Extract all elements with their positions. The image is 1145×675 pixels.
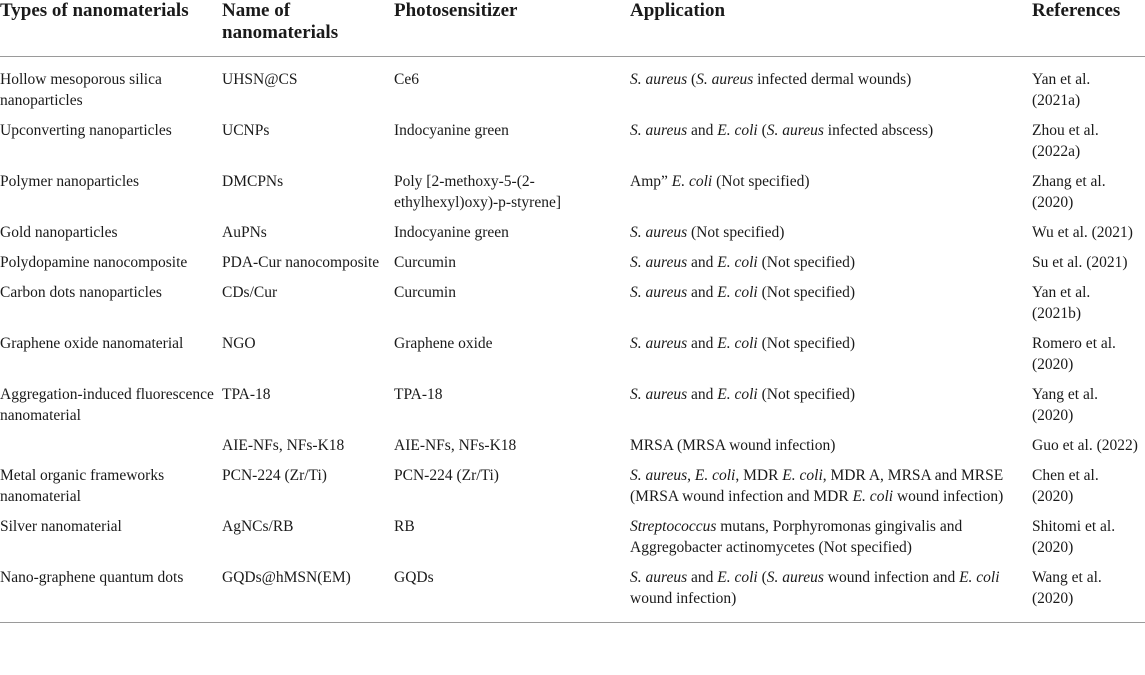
application-text: , MDR (735, 467, 783, 484)
table-row (0, 465, 1145, 516)
application-text: (Not specified) (712, 173, 810, 190)
cell-name: AuPNs (222, 224, 267, 241)
organism-name: S. aureus (630, 122, 688, 139)
organism-name: S. aureus (630, 335, 688, 352)
table-row (0, 171, 1145, 222)
cell-name: UCNPs (222, 122, 270, 139)
application-text: (Not specified) (757, 254, 856, 271)
organism-name: S. aureus (766, 569, 824, 586)
application-text: infected dermal wounds) (753, 71, 912, 88)
cell-application (630, 516, 1032, 567)
cell-photosensitizer: PCN-224 (Zr/Ti) (394, 467, 499, 484)
cell-reference: Zhou et al. (2022a) (1032, 122, 1099, 160)
organism-name: E. coli (717, 254, 758, 271)
cell-reference: Zhang et al. (2020) (1032, 173, 1106, 211)
cell-name: AgNCs/RB (222, 518, 294, 535)
cell-photosensitizer: GQDs (394, 567, 630, 623)
table-row (0, 333, 1145, 384)
cell-type: Carbon dots nanoparticles (0, 284, 162, 301)
application-text: (Not specified) (757, 284, 856, 301)
cell-name: UHSN@CS (222, 71, 298, 88)
application-text: and (687, 122, 718, 139)
organism-name: S. aureus (630, 71, 688, 88)
cell-type: Upconverting nanoparticles (0, 122, 172, 139)
table-row (0, 435, 1145, 465)
cell-type: Silver nanomaterial (0, 518, 122, 535)
header-row (0, 0, 1145, 57)
table-row (0, 567, 1145, 623)
organism-name: S. aureus (630, 254, 688, 271)
cell-reference: Guo et al. (2022) (1032, 437, 1138, 454)
organism-name: E. coli (671, 173, 713, 190)
cell-name: AIE-NFs, NFs-K18 (222, 437, 345, 454)
cell-name: TPA-18 (222, 386, 271, 403)
application-text: and (687, 386, 718, 403)
cell-application (630, 567, 1032, 623)
application-text: infected abscess) (823, 122, 934, 139)
cell-type (0, 435, 222, 465)
cell-photosensitizer: Indocyanine green (394, 224, 509, 241)
cell-photosensitizer: Indocyanine green (394, 122, 509, 139)
header-references: References (1032, 0, 1145, 57)
cell-reference: Yan et al. (2021b) (1032, 284, 1091, 322)
cell-application (630, 465, 1032, 516)
cell-type: Graphene oxide nanomaterial (0, 335, 184, 352)
header-photosensitizer: Photosensitizer (394, 0, 630, 57)
organism-name: E. coli (717, 122, 758, 139)
cell-application (630, 282, 1032, 333)
cell-photosensitizer: Curcumin (394, 254, 456, 271)
application-text: ( (757, 569, 767, 586)
application-text: mutans, Porphyromonas gingivalis and Aggregobacter actinomycetes (Not specified) (630, 518, 963, 556)
table-row (0, 384, 1145, 435)
application-text: (Not specified) (687, 224, 785, 241)
cell-type: Nano-graphene quantum dots (0, 567, 222, 623)
table-row (0, 252, 1145, 282)
cell-reference: Chen et al. (2020) (1032, 467, 1099, 505)
cell-application (630, 171, 1032, 222)
table-row (0, 516, 1145, 567)
header-application: Application (630, 0, 1032, 57)
organism-name: E. coli (717, 569, 758, 586)
cell-name: PCN-224 (Zr/Ti) (222, 467, 327, 484)
application-text: MRSA (MRSA wound infection) (630, 437, 836, 454)
table-row (0, 222, 1145, 252)
organism-name: S. aureus (766, 122, 824, 139)
organism-name: E. coli (852, 488, 894, 505)
organism-name: S. aureus (630, 569, 688, 586)
cell-application (630, 120, 1032, 171)
table-row (0, 57, 1145, 121)
cell-application (630, 57, 1032, 121)
organism-name: E. coli (717, 335, 758, 352)
cell-photosensitizer: RB (394, 518, 415, 535)
cell-photosensitizer: Ce6 (394, 71, 419, 88)
cell-type: Metal organic frameworks nanomaterial (0, 467, 165, 505)
table-row (0, 282, 1145, 333)
cell-photosensitizer: Curcumin (394, 284, 456, 301)
cell-type: Polydopamine nanocomposite (0, 254, 188, 271)
cell-photosensitizer: Poly [2-methoxy-5-(2-ethylhexyl)oxy)-p-styrene] (394, 173, 561, 211)
organism-name: E. coli (717, 386, 758, 403)
application-text: ( (757, 122, 767, 139)
cell-type: Aggregation-induced fluorescence nanomaterial (0, 386, 214, 424)
cell-photosensitizer: AIE-NFs, NFs-K18 (394, 437, 517, 454)
cell-reference: Yang et al. (2020) (1032, 386, 1099, 424)
application-text: and (687, 569, 718, 586)
header-types: Types of nanomaterials (0, 0, 222, 57)
cell-reference: Shitomi et al. (2020) (1032, 518, 1116, 556)
cell-reference: Wu et al. (2021) (1032, 224, 1133, 241)
cell-application (630, 384, 1032, 435)
application-text: (Not specified) (757, 386, 856, 403)
cell-reference: Su et al. (2021) (1032, 254, 1128, 271)
cell-reference: Romero et al. (2020) (1032, 335, 1116, 373)
cell-application (630, 333, 1032, 384)
organism-name: S. aureus (696, 71, 754, 88)
organism-name: S. aureus (630, 467, 688, 484)
organism-name: S. aureus (630, 284, 688, 301)
application-text: and (687, 254, 718, 271)
application-text: (Not specified) (757, 335, 856, 352)
organism-name: Streptococcus (630, 518, 717, 535)
table-header (0, 0, 1145, 57)
application-text: wound infection) (630, 590, 737, 607)
header-name: Name of nanomaterials (222, 0, 394, 57)
cell-photosensitizer: TPA-18 (394, 386, 443, 403)
application-text: and (687, 284, 718, 301)
table-row (0, 120, 1145, 171)
cell-type: Polymer nanoparticles (0, 173, 140, 190)
application-text: wound infection) (893, 488, 1004, 505)
cell-name: PDA-Cur nanocomposite (222, 254, 380, 271)
cell-application (630, 252, 1032, 282)
cell-photosensitizer: Graphene oxide (394, 335, 493, 352)
cell-type: Gold nanoparticles (0, 224, 118, 241)
cell-application (630, 435, 1032, 465)
cell-name: GQDs@hMSN(EM) (222, 567, 394, 623)
application-text: wound infection and (823, 569, 960, 586)
organism-name: E. coli (717, 284, 758, 301)
cell-name: NGO (222, 335, 256, 352)
cell-type: Hollow mesoporous silica nanoparticles (0, 71, 162, 109)
cell-reference: Wang et al. (2020) (1032, 567, 1145, 623)
cell-application (630, 222, 1032, 252)
application-text: , (687, 467, 695, 484)
organism-name: S. aureus (630, 386, 688, 403)
table-body (0, 57, 1145, 623)
application-text: Amp” (630, 173, 672, 190)
cell-reference: Yan et al. (2021a) (1032, 71, 1091, 109)
cell-name: CDs/Cur (222, 284, 278, 301)
application-text: , MDR A, MRSA and MRSE (MRSA wound infection and MDR (630, 467, 1004, 505)
cell-name: DMCPNs (222, 173, 284, 190)
application-text: ( (687, 71, 697, 88)
organism-name: E. coli (959, 569, 1000, 586)
organism-name: E. coli (782, 467, 823, 484)
organism-name: E. coli (694, 467, 736, 484)
application-text: and (687, 335, 718, 352)
organism-name: S. aureus (630, 224, 688, 241)
